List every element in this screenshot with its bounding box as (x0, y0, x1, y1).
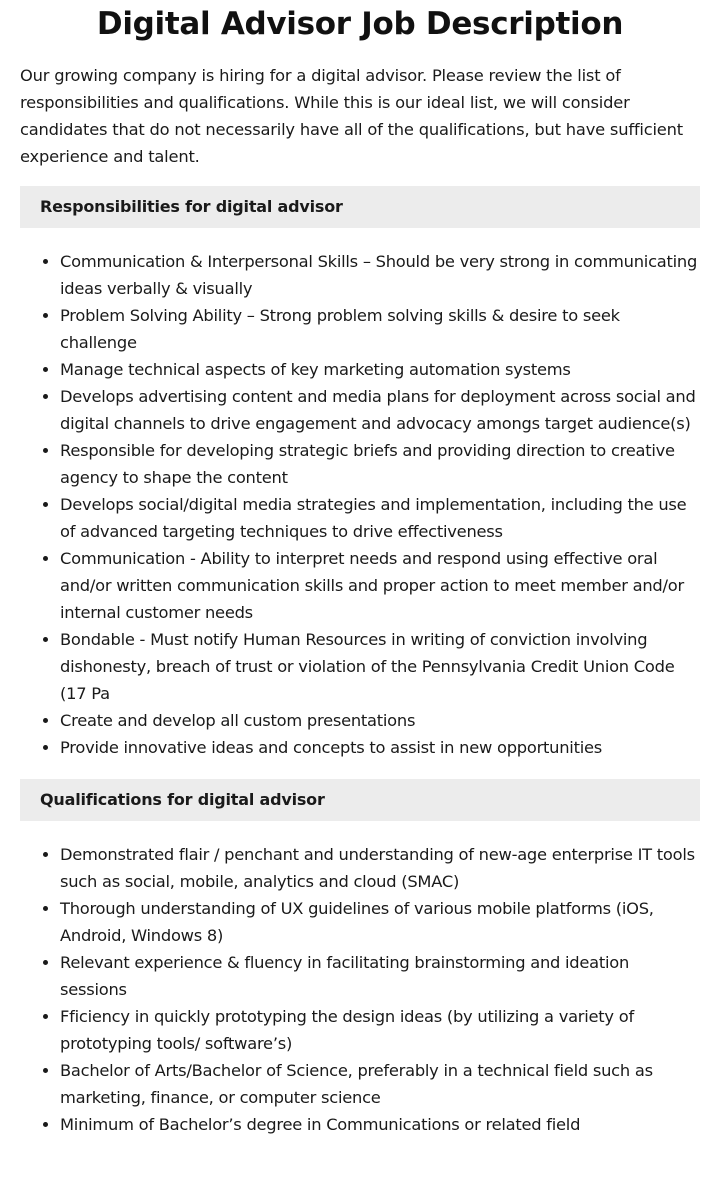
list-item: Bondable - Must notify Human Resources in writing of conviction involving dishonesty, breach of trust or violation of the Pennsylvania Credit Union Code (17 Pa (60, 626, 700, 707)
list-item: Problem Solving Ability – Strong problem solving skills & desire to seek challenge (60, 302, 700, 356)
list-item: Thorough understanding of UX guidelines of various mobile platforms (iOS, Android, Windows 8) (60, 895, 700, 949)
list-item: Communication - Ability to interpret needs and respond using effective oral and/or written communication skills and proper action to meet member and/or internal customer needs (60, 545, 700, 626)
list-item: Communication & Interpersonal Skills – Should be very strong in communicating ideas verbally & visually (60, 248, 700, 302)
list-item: Minimum of Bachelor’s degree in Communications or related field (60, 1111, 700, 1138)
list-item: Bachelor of Arts/Bachelor of Science, preferably in a technical field such as marketing, finance, or computer science (60, 1057, 700, 1111)
list-item: Develops advertising content and media plans for deployment across social and digital channels to drive engagement and advocacy amongs target audience(s) (60, 383, 700, 437)
qualifications-list (20, 841, 700, 1138)
list-item: Relevant experience & fluency in facilitating brainstorming and ideation sessions (60, 949, 700, 1003)
list-item: Create and develop all custom presentations (60, 707, 700, 734)
responsibilities-list (20, 248, 700, 761)
list-item: Fficiency in quickly prototyping the design ideas (by utilizing a variety of prototyping tools/ software’s) (60, 1003, 700, 1057)
job-description-page (0, 4, 720, 1138)
list-item: Provide innovative ideas and concepts to assist in new opportunities (60, 734, 700, 761)
list-item: Demonstrated flair / penchant and understanding of new-age enterprise IT tools such as social, mobile, analytics and cloud (SMAC) (60, 841, 700, 895)
list-item: Manage technical aspects of key marketing automation systems (60, 356, 700, 383)
page-title: Digital Advisor Job Description (96, 6, 624, 42)
intro-paragraph: Our growing company is hiring for a digital advisor. Please review the list of responsibilities and qualifications. While this is our ideal list, we will consider candidates that do not necessarily have all of the qualifications, but have sufficient experience and talent. (20, 66, 683, 166)
qualifications-heading: Qualifications for digital advisor (20, 779, 700, 821)
list-item: Responsible for developing strategic briefs and providing direction to creative agency to shape the content (60, 437, 700, 491)
responsibilities-heading: Responsibilities for digital advisor (20, 186, 700, 228)
list-item: Develops social/digital media strategies and implementation, including the use of advanced targeting techniques to drive effectiveness (60, 491, 700, 545)
